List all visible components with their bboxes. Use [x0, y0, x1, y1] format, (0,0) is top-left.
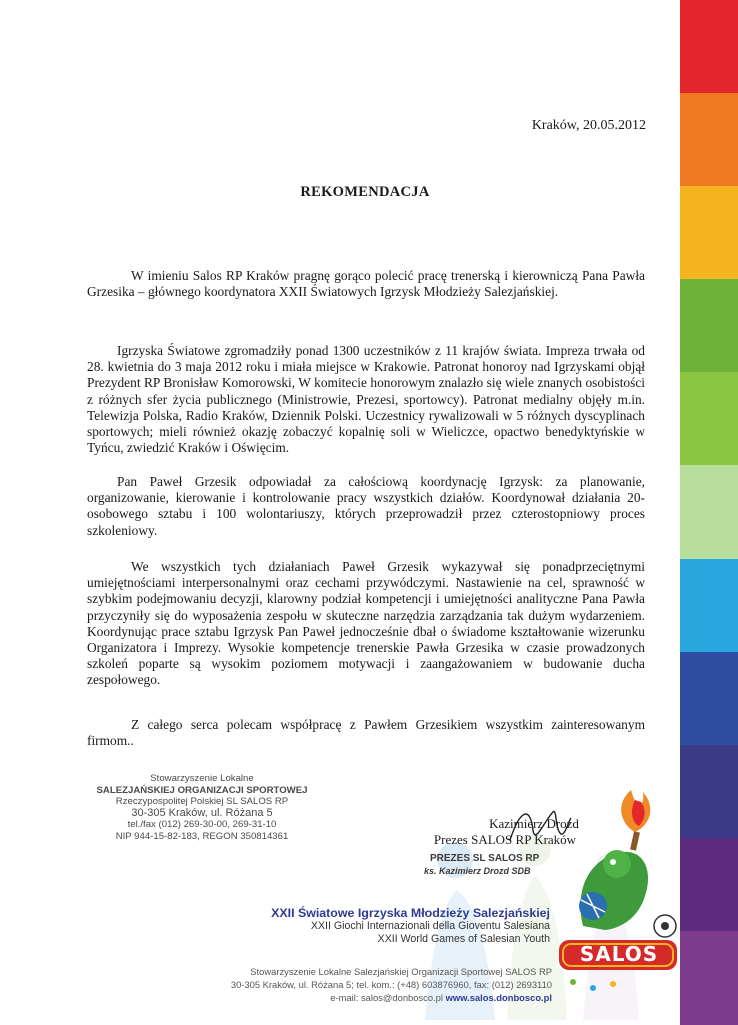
footer-address: 30-305 Kraków, ul. Różana 5; tel. kom.: (+48) 603876960, fax: (012) 2693110: [230, 979, 552, 991]
color-strip-segment: [680, 652, 738, 746]
signer-role: Prezes SALOS RP Kraków: [433, 832, 577, 847]
color-strip-segment: [680, 186, 738, 280]
games-title-pl: XXII Światowe Igrzyska Młodzieży Salezjańskiej: [271, 906, 550, 920]
color-strip-segment: [680, 931, 738, 1025]
games-title-it: XXII Giochi Internazionali della Gioventu Salesiana: [310, 920, 550, 932]
footer-website-link[interactable]: www.salos.donbosco.pl: [445, 992, 552, 1004]
stamp-line: Rzeczypospolitej Polskiej SL SALOS RP: [115, 796, 289, 808]
color-strip-segment: [680, 279, 738, 373]
color-strip-segment: [680, 745, 738, 839]
signature-stamp-name: ks. Kazimierz Drozd SDB: [424, 866, 531, 876]
organization-stamp: [84, 773, 320, 843]
signature-stamp: [424, 852, 539, 878]
stamp-line: 30-305 Kraków, ul. Różana 5: [131, 806, 273, 819]
letter-title: REKOMENDACJA: [300, 184, 430, 200]
signature-stamp-title: PREZES SL SALOS RP: [430, 853, 540, 864]
paragraph-intro: W imieniu Salos RP Kraków pragnę gorąco polecić pracę trenerską i kierowniczą Pana Pawła Grzesika – głównego koordynatora XXII Światowych Igrzysk Młodzieży Salezjańskiej.: [87, 268, 645, 300]
color-strip-segment: [680, 372, 738, 466]
color-strip-segment: [680, 838, 738, 932]
footer-email: e-mail: salos@donbosco.pl: [330, 992, 443, 1004]
stamp-line: tel./fax (012) 269-30-00, 269-31-10: [127, 819, 277, 831]
color-strip-segment: [680, 465, 738, 559]
stamp-line: Stowarzyszenie Lokalne: [150, 773, 254, 784]
footer-org-name: Stowarzyszenie Lokalne Salezjańskiej Organizacji Sportowej SALOS RP: [250, 966, 552, 977]
stamp-line: NIP 944-15-82-183, REGON 350814361: [115, 830, 289, 842]
paragraph-skills: We wszystkich tych działaniach Paweł Grzesik wykazywał się ponadprzeciętnymi umiejętnościami interpersonalnymi oraz cechami przywódczymi. Nastawienie na cel, sprawność w szybkim podejmowaniu decyzji, klarowny podział kompetencji i umiejętności analityczne Pana Pawła przyczyniły się do wyposażenia zespołu w skuteczne narzędzia zarządzania tak dużym wydarzeniem. Koordynując prace sztabu Igrzysk Pan Paweł jednocześnie dbał o świadome kształtowanie wizerunku Organizatora i Imprezy. Wysokie kompetencje trenerskie Pawła Grzesika w czasie prowadzonych szkoleń poparte są wysokim poziomem motywacji i zaangażowaniem w budowanie ducha zespołowego.: [87, 559, 645, 688]
footer-contact: [150, 991, 552, 1004]
color-strip: [680, 0, 738, 1024]
paragraph-coordination: Pan Paweł Grzesik odpowiadał za całościową koordynację Igrzysk: za planowanie, organizowanie, kierowanie i kontrolowanie pracy wszystkich działów. Koordynował działania 20-osobowego sztabu i 100 wolontariuszy, których przeprowadził przez czterostopniowy proces szkoleniowy.: [87, 474, 645, 538]
organization-footer: [150, 965, 552, 1005]
salos-logo: [553, 786, 681, 1000]
games-title-block: [190, 906, 550, 946]
color-strip-segment: [680, 93, 738, 187]
paragraph-games: Igrzyska Światowe zgromadziły ponad 1300 uczestników z 11 krajów świata. Impreza trwała od 28. kwietnia do 3 maja 2012 roku i miała miejsce w Krakowie. Patronat honoroy nad Igrzyskami objął Prezydent RP Bronisław Komorowski, W komitecie honorowym znalazło się wiele znanych osobistości z różnych sfer życia publicznego (Ministrowie, Prezesi, sportowcy). Patronat medialny objęły m.in. Telewizja Polska, Radio Kraków, Dziennik Polski. Uczestnicy rywalizowali w 5 różnych dyscyplinach sportowych; mieli również okazję zobaczyć kopalnię soli w Wieliczce, opactwo benedyktyńskie w Tyńcu, zwiedzić Kraków i Oświęcim.: [87, 343, 645, 456]
logo-wordmark: SALOS: [579, 942, 659, 966]
games-title-en: XXII World Games of Salesian Youth: [377, 933, 550, 945]
paragraph-closing: Z całego serca polecam współpracę z Pawłem Grzesikiem wszystkim zainteresowanym firmom..: [87, 717, 645, 749]
stamp-line: SALEZJAŃSKIEJ ORGANIZACJI SPORTOWEJ: [96, 784, 308, 796]
place-date: Kraków, 20.05.2012: [531, 118, 646, 133]
color-strip-segment: [680, 559, 738, 653]
color-strip-segment: [680, 0, 738, 94]
signer-name: Kazimierz Drozd: [489, 816, 579, 831]
